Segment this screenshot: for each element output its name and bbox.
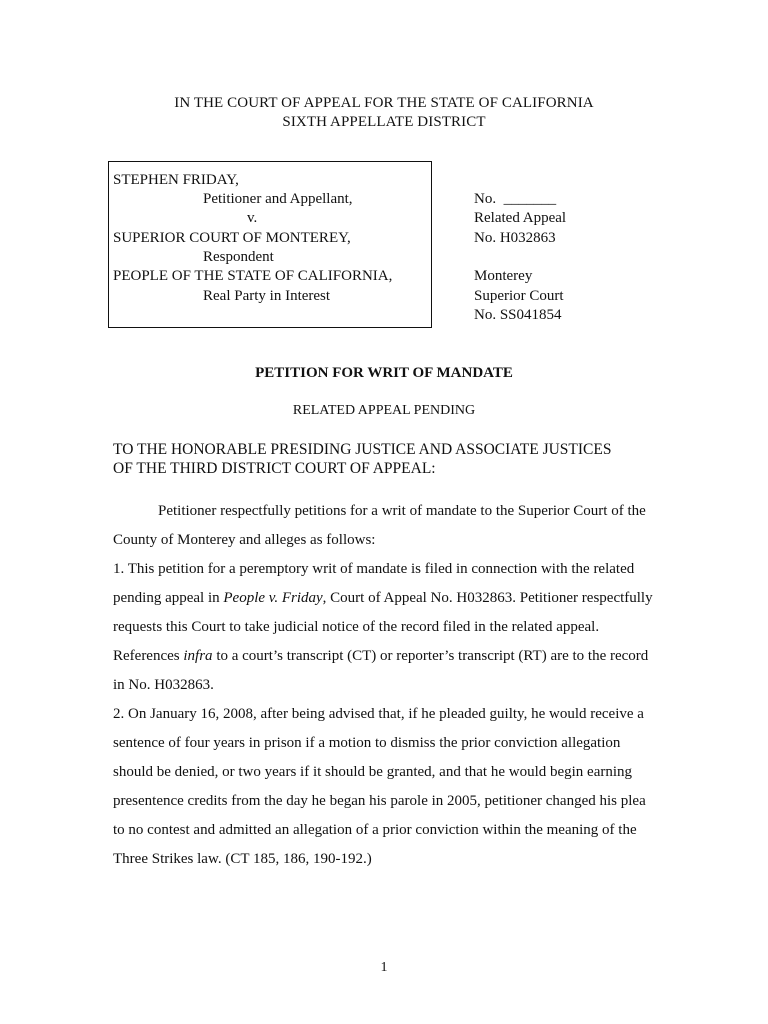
address-line-1: TO THE HONORABLE PRESIDING JUSTICE AND ASSOCIATE JUSTICES xyxy=(113,441,612,458)
paragraph-2: 2. On January 16, 2008, after being advised that, if he pleaded guilty, he would receive a sentence of four years in prison if a motion to dismiss the prior conviction allegation should be denied, or two years if it should be granted, and that he would begin earning presentence credits from the day he began his parole in 2005, petitioner changed his plea to no contest and admitted an allegation of a prior conviction within the meaning of the Three Strikes law. (CT 185, 186, 190-192.) xyxy=(113,706,646,867)
case-citation: People v. Friday xyxy=(223,590,323,606)
superior-court-label: Superior Court xyxy=(474,288,564,304)
related-appeal-label: Related Appeal xyxy=(474,210,567,226)
case-number-blank: _______ xyxy=(503,191,557,207)
case-number-label: No. _______ xyxy=(474,191,557,207)
address-line-2: OF THE THIRD DISTRICT COURT OF APPEAL: xyxy=(113,460,436,477)
real-party-name: PEOPLE OF THE STATE OF CALIFORNIA, xyxy=(113,268,393,284)
petitioner-role: Petitioner and Appellant, xyxy=(203,191,353,207)
document-subtitle: RELATED APPEAL PENDING xyxy=(292,403,476,418)
county-label: Monterey xyxy=(474,268,533,284)
district-name: SIXTH APPELLATE DISTRICT xyxy=(282,114,486,130)
real-party-role: Real Party in Interest xyxy=(203,288,331,304)
court-header xyxy=(0,94,768,132)
petition-body xyxy=(113,497,653,874)
page-number: 1 xyxy=(380,960,388,975)
address-block xyxy=(113,440,673,478)
superior-court-number: No. SS041854 xyxy=(474,307,562,323)
respondent-role: Respondent xyxy=(203,249,274,265)
paragraph-1: 1. This petition for a peremptory writ of mandate is filed in connection with the related pending appeal in People v. Friday, Court of Appeal No. H032863. Petitioner respectfully requests this Court to take judicial notice of the record filed in the related appeal. References infra to a court’s transcript (CT) or reporter’s transcript (RT) are to the record in No. H032863. xyxy=(113,561,653,693)
document-title: PETITION FOR WRIT OF MANDATE xyxy=(255,365,513,381)
versus-label: v. xyxy=(247,210,258,226)
respondent-name: SUPERIOR COURT OF MONTEREY, xyxy=(113,230,351,246)
court-name: IN THE COURT OF APPEAL FOR THE STATE OF CALIFORNIA xyxy=(174,95,594,111)
related-appeal-number: No. H032863 xyxy=(474,230,556,246)
petitioner-name: STEPHEN FRIDAY, xyxy=(113,172,239,188)
infra-term: infra xyxy=(183,648,213,664)
intro-paragraph: Petitioner respectfully petitions for a writ of mandate to the Superior Court of the County of Monterey and alleges as follows: xyxy=(113,503,646,548)
